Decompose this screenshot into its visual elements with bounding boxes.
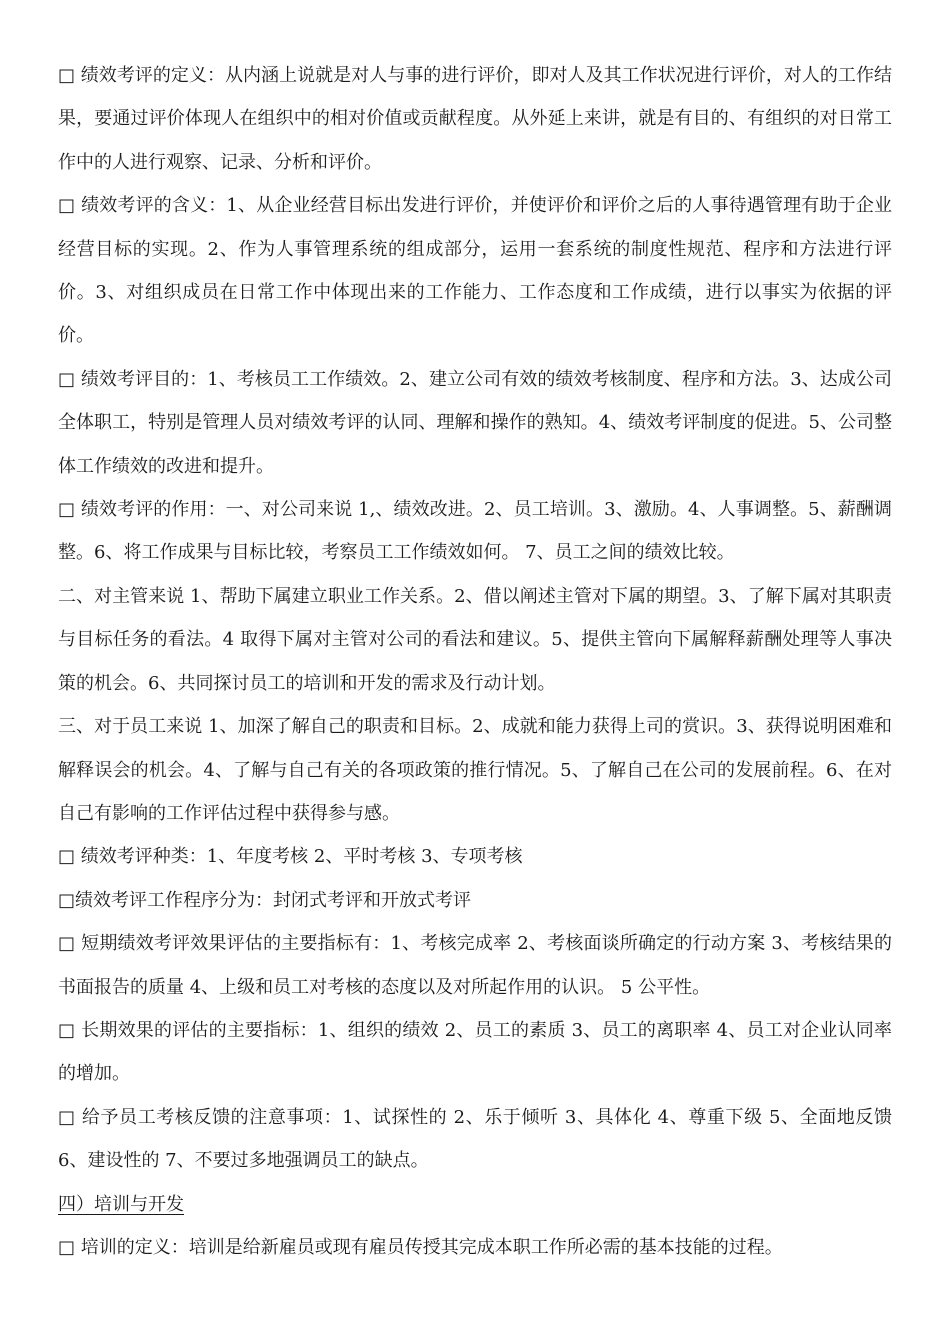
paragraph-performance-role-supervisor: 二、对主管来说 1、帮助下属建立职业工作关系。2、借以阐述主管对下属的期望。3、了解下属对其职责与目标任务的看法。4 取得下属对主管对公司的看法和建议。5、提供主管向下属解释薪酬处理等人事决策的机会。6、共同探讨员工的培训和开发的需求及行动计划。	[58, 585, 892, 694]
paragraph-performance-purpose: □ 绩效考评目的：1、考核员工工作绩效。2、建立公司有效的绩效考核制度、程序和方法。3、达成公司全体职工，特别是管理人员对绩效考评的认同、理解和操作的熟知。4、绩效考评制度的促进。5、公司整体工作绩效的改进和提升。	[58, 368, 892, 477]
paragraph-long-term-indicators: □ 长期效果的评估的主要指标：1、组织的绩效 2、员工的素质 3、员工的离职率 4、员工对企业认同率的增加。	[58, 1019, 892, 1085]
paragraph-feedback-notes: □ 给予员工考核反馈的注意事项：1、试探性的 2、乐于倾听 3、具体化 4、尊重下级 5、全面地反馈 6、建设性的 7、不要过多地强调员工的缺点。	[58, 1106, 892, 1172]
paragraph-performance-procedure: □绩效考评工作程序分为：封闭式考评和开放式考评	[58, 889, 472, 911]
paragraph-performance-definition: □ 绩效考评的定义：从内涵上说就是对人与事的进行评价，即对人及其工作状况进行评价，对人的工作结果，要通过评价体现人在组织中的相对价值或贡献程度。从外延上来讲，就是有目的、有组织的对日常工作中的人进行观察、记录、分析和评价。	[58, 65, 892, 173]
paragraph-training-definition: □ 培训的定义：培训是给新雇员或现有雇员传授其完成本职工作所必需的基本技能的过程。	[58, 1236, 783, 1258]
section-heading-text: 四）培训与开发	[58, 1193, 184, 1215]
paragraph-performance-role-company: □ 绩效考评的作用：一、对公司来说 1,、绩效改进。2、员工培训。3、激励。4、人事调整。5、薪酬调整。6、将工作成果与目标比较，考察员工工作绩效如何。 7、员工之间的绩效比较。	[58, 499, 892, 564]
paragraph-short-term-indicators: □ 短期绩效考评效果评估的主要指标有：1、考核完成率 2、考核面谈所确定的行动方案 3、考核结果的书面报告的质量 4、上级和员工对考核的态度以及对所起作用的认识。 5 公平性。	[58, 933, 892, 998]
paragraph-performance-meaning: □ 绩效考评的含义：1、从企业经营目标出发进行评价，并使评价和评价之后的人事待遇管理有助于企业经营目标的实现。2、作为人事管理系统的组成部分，运用一套系统的制度性规范、程序和方法进行评价。3、对组织成员在日常工作中体现出来的工作能力、工作态度和工作成绩，进行以事实为依据的评价。	[58, 195, 892, 347]
section-heading	[58, 1183, 892, 1226]
paragraph-performance-role-employee: 三、对于员工来说 1、加深了解自己的职责和目标。2、成就和能力获得上司的赏识。3、获得说明困难和解释误会的机会。4、了解与自己有关的各项政策的推行情况。5、了解自己在公司的发展前程。6、在对自己有影响的工作评估过程中获得参与感。	[58, 716, 892, 824]
paragraph-performance-types: □ 绩效考评种类：1、年度考核 2、平时考核 3、专项考核	[58, 846, 523, 868]
